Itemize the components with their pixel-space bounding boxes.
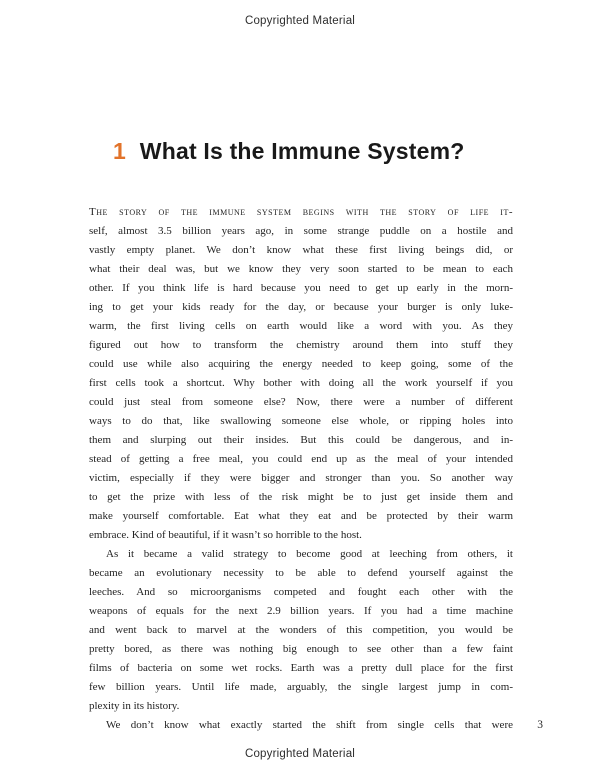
body-line: stead of getting a free meal, you could end up as the meal of your intended bbox=[89, 453, 513, 465]
body-line: embrace. Kind of beautiful, if it wasn’t so horrible to the host. bbox=[89, 529, 362, 541]
body-line: We don’t know what exactly started the shift from single cells that were bbox=[106, 719, 513, 731]
body-line: pretty bored, as there was nothing big enough to see other than a few faint bbox=[89, 643, 513, 655]
body-line: could use while also acquiring the energy needed to keep going, some of the bbox=[89, 358, 513, 370]
copyright-notice-top: Copyrighted Material bbox=[244, 15, 356, 27]
body-line: became an evolutionary necessity to be able to defend yourself against the bbox=[89, 567, 513, 579]
body-line: other. If you think life is hard because you need to get up early in the morn- bbox=[89, 282, 513, 294]
body-line: As it became a valid strategy to become good at leeching from others, it bbox=[106, 548, 513, 560]
chapter-number: 1 bbox=[113, 138, 126, 164]
copyright-notice-bottom: Copyrighted Material bbox=[244, 748, 356, 760]
body-line: films of bacteria on some wet rocks. Earth was a pretty dull place for the first bbox=[89, 662, 513, 674]
page-number: 3 bbox=[537, 719, 543, 731]
body-line: self, almost 3.5 billion years ago, in some strange puddle on a hostile and bbox=[89, 225, 513, 237]
body-line: few billion years. Until life made, arguably, the single largest jump in com- bbox=[89, 681, 513, 693]
body-line: weapons of equals for the next 2.9 billion years. If you had a time machine bbox=[89, 605, 513, 617]
body-line: victim, especially if they were bigger and stronger than you. So another way bbox=[89, 472, 513, 484]
chapter-heading bbox=[113, 138, 465, 165]
body-line: to get the prize with less of the risk might be to just get inside them and bbox=[89, 491, 513, 503]
body-line: ing to get your kids ready for the day, or because your burger is only luke- bbox=[89, 301, 513, 313]
body-line: leeches. And so microorganisms competed and fought each other with the bbox=[89, 586, 513, 598]
body-line: make yourself comfortable. Eat what they eat and be protected by their warm bbox=[89, 510, 513, 522]
body-line: plexity in its history. bbox=[89, 700, 180, 712]
body-line: warm, the first living cells on earth would like a word with you. As they bbox=[89, 320, 513, 332]
chapter-title: What Is the Immune System? bbox=[139, 138, 465, 164]
body-line: them and slurping out their insides. But this could be dangerous, and in- bbox=[89, 434, 513, 446]
body-line: and went back to marvel at the wonders of this competition, you would be bbox=[89, 624, 513, 636]
body-line: could just steal from someone else? Now, there were a number of different bbox=[89, 396, 513, 408]
body-line: what their deal was, but we know they very soon started to be mean to each bbox=[89, 263, 513, 275]
body-line: The story of the immune system begins with the story of life it- bbox=[89, 206, 513, 218]
body-line: first cells took a shortcut. Why bother with doing all the work yourself if you bbox=[89, 377, 513, 389]
body-line: vastly empty planet. We don’t know what these first living beings did, or bbox=[89, 244, 513, 256]
body-line: ways to do that, like swallowing someone else whole, or ripping holes into bbox=[89, 415, 513, 427]
body-line: figured out how to transform the chemistry around them into stuff they bbox=[89, 339, 513, 351]
body-text bbox=[89, 203, 513, 735]
